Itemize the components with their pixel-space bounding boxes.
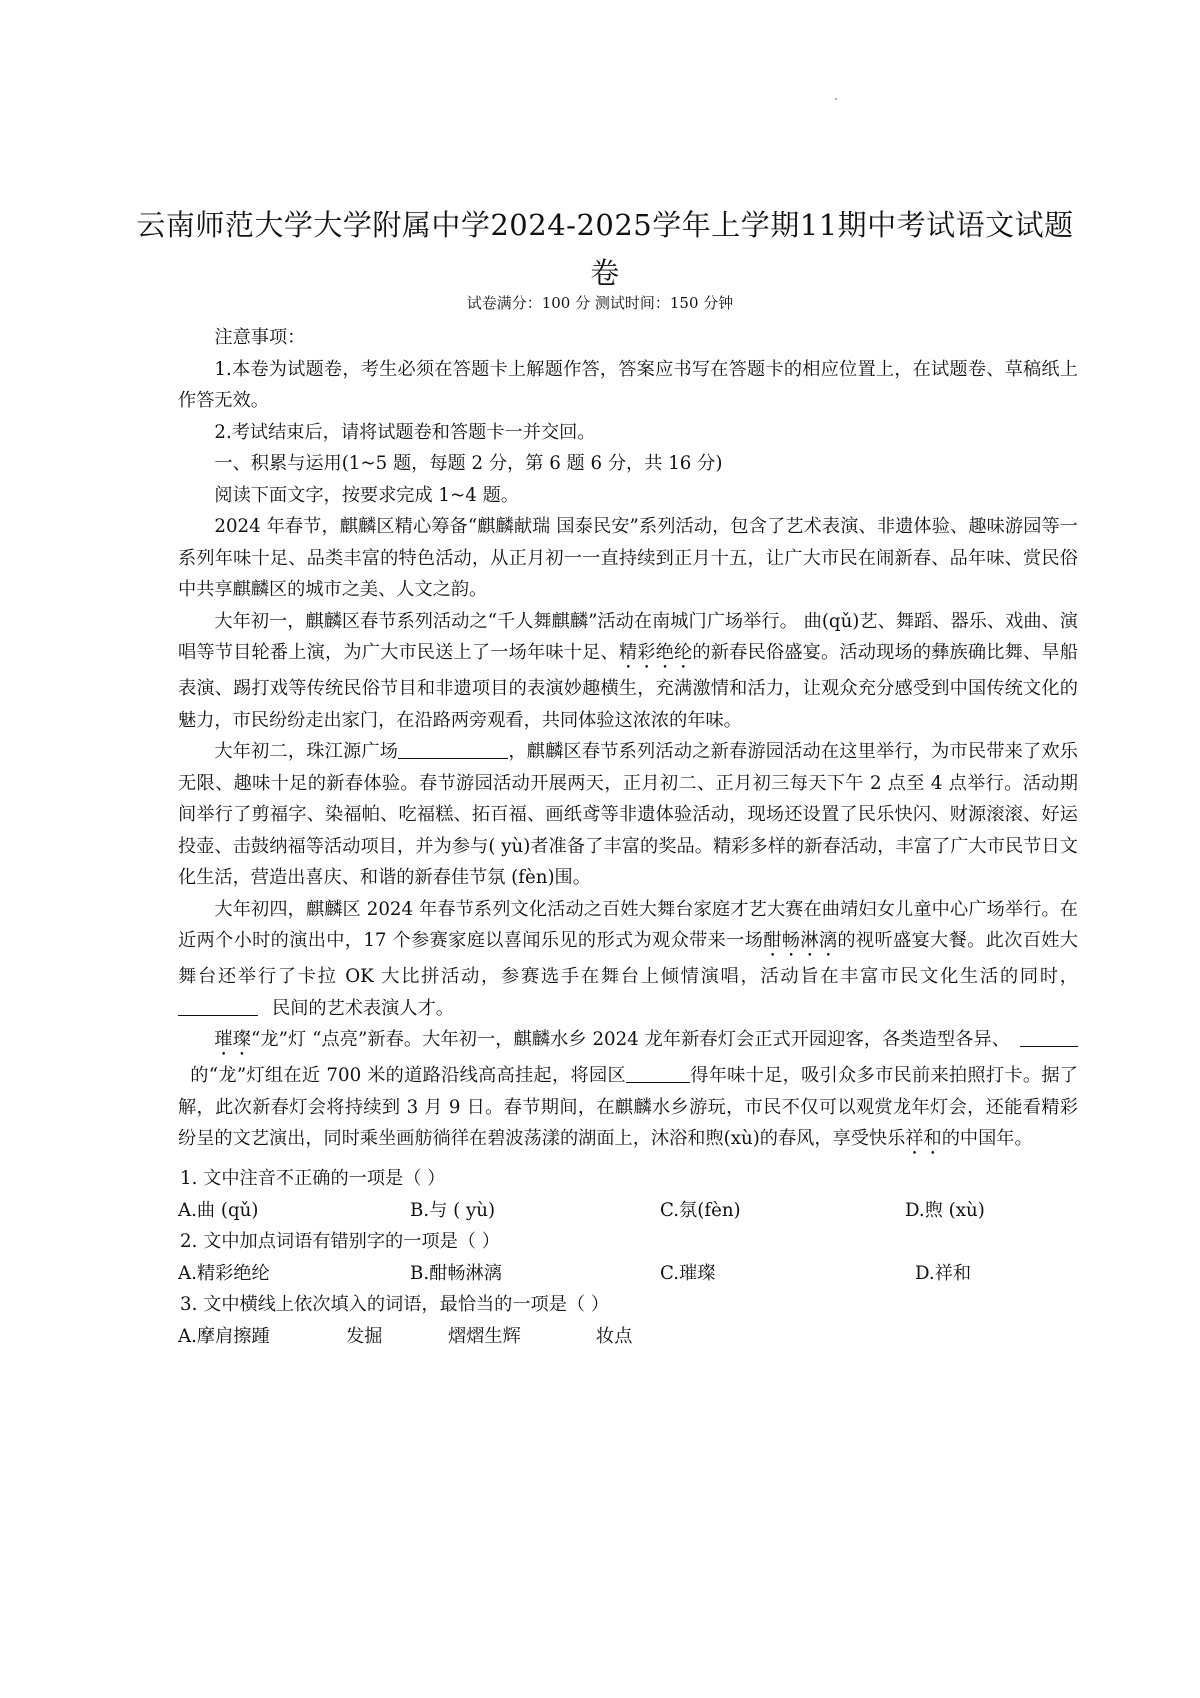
question-1 <box>178 1163 1078 1226</box>
question-3 <box>178 1289 1078 1352</box>
fill-blank <box>1020 1028 1078 1047</box>
passage-paragraph-3 <box>178 736 1078 894</box>
option-c: C.氛(fèn) <box>660 1199 741 1221</box>
dotted-word: 酣畅淋漓 <box>763 930 838 951</box>
scan-speck <box>835 98 837 100</box>
option-b: B.酣畅淋漓 <box>410 1262 502 1284</box>
option-b: B.与 ( yù) <box>410 1199 496 1221</box>
dotted-word: 璀璨 <box>214 1029 251 1050</box>
passage-text: “龙”灯 “点亮”新春。大年初一，麒麟水乡 2024 龙年新春灯会正式开园迎客，各类造型各异、 <box>250 1029 1010 1050</box>
passage-text: 大年初一，麒麟区春节系列活动之“千人舞麒麟”活动在南城门广场举行。 曲(qǔ)艺、舞蹈、器乐、戏曲、演唱等节目轮番上演，为广大市民送上了一场年味十足、 <box>178 610 1078 663</box>
option-d: D.煦 (xù) <box>905 1199 985 1221</box>
passage-text: 的新春民俗盛宴。活动现场的彝族确比舞、旱船表演、踢打戏等传统民俗节目和非遗项目的表演妙趣横生，充满激情和活力，让观众充分感受到中国传统文化的魅力，市民纷纷走出家门，在沿路两旁观看，共同体验这浓浓的年味。 <box>178 642 1078 731</box>
option-a-word-2: 发掘 <box>346 1325 383 1347</box>
notice-item-2: 2.考试结束后，请将试题卷和答题卡一并交回。 <box>214 421 596 443</box>
option-row <box>178 1195 1078 1227</box>
option-a-word-1: A.摩肩擦踵 <box>178 1325 270 1347</box>
option-a-word-3: 熠熠生辉 <box>448 1325 521 1347</box>
passage-paragraph-5 <box>178 1024 1078 1159</box>
passage-text: 的“龙”灯组在近 700 米的道路沿线高高挂起，将园区 <box>190 1065 626 1086</box>
question-2 <box>178 1226 1078 1289</box>
question-stem: 1. 文中注音不正确的一项是（ ） <box>180 1168 446 1189</box>
passage-paragraph-1: 2024 年春节，麒麟区精心筹备“麒麟献瑞 国泰民安”系列活动，包含了艺术表演、非遗体验、趣味游园等一系列年味十足、品类丰富的特色活动，从正月初一一直持续到正月十五，让广大市民在闹新春、品年味、赏民俗中共享麒麟区的城市之美、人文之韵。 <box>178 516 1078 600</box>
notice-item-1: 1.本卷为试题卷，考生必须在答题卡上解题作答，答案应书写在答题卡的相应位置上，在试题卷、草稿纸上作答无效。 <box>178 358 1078 411</box>
question-stem: 3. 文中横线上依次填入的词语，最恰当的一项是（ ） <box>180 1294 610 1315</box>
exam-body <box>178 322 1078 1352</box>
option-row <box>178 1321 1078 1353</box>
fill-blank <box>178 997 258 1016</box>
fill-blank <box>398 740 508 759</box>
option-a: A.曲 (qǔ) <box>178 1199 259 1221</box>
exam-meta: 试卷满分：100 分 测试时间：150 分钟 <box>466 294 734 312</box>
option-row <box>178 1258 1078 1290</box>
option-a: A.精彩绝纶 <box>178 1262 270 1284</box>
passage-paragraph-4 <box>178 894 1078 1025</box>
passage-paragraph-2 <box>178 606 1078 737</box>
passage-text: 民间的艺术表演人才。 <box>272 997 454 1019</box>
page-title: 云南师范大学大学附属中学2024-2025学年上学期11期中考试语文试题卷 <box>136 208 1074 291</box>
dotted-word: 精彩绝纶 <box>618 642 693 663</box>
dotted-word: 祥和 <box>905 1128 942 1149</box>
section-instruction: 阅读下面文字，按要求完成 1~4 题。 <box>214 484 519 506</box>
passage-text: ，麒麟区春节系列活动之新春游园活动在这里举行，为市民带来了欢乐无限、趣味十足的新春体验。春节游园活动开展两天，正月初二、正月初三每天下午 2 点至 4 点举行。活动期间举行了剪福字、染福帕、吃福糕、拓百福、画纸鸢等非遗体验活动，现场还设置了民乐快闪、财源滚滚、好运投壶、击鼓纳福等活动项目，并为参与( yù)者准备了丰富的奖品。精彩多样的新春活动，丰富了广大市民节日文化生活，营造出喜庆、和谐的新春佳节氛 (fèn)围。 <box>178 741 1078 888</box>
passage-text: 的视听盛宴大餐。此次百姓大舞台还举行了卡拉 OK 大比拼活动，参赛选手在舞台上倾情演唱，活动旨在丰富市民文化生活的同时， <box>178 930 1078 987</box>
fill-blank <box>626 1064 690 1083</box>
option-a-word-4: 妆点 <box>596 1325 633 1347</box>
option-d: D.祥和 <box>915 1262 972 1284</box>
notice-heading: 注意事项： <box>214 327 306 348</box>
passage-text: 得年味十足，吸引众多市民前来拍照打卡。据了解，此次新春灯会将持续到 3 月 9 日。春节期间，在麒麟水乡游玩，市民不仅可以观赏龙年灯会，还能看精彩纷呈的文艺演出，同时乘坐画舫徜徉在碧波荡漾的湖面上，沐浴和煦(xù)的春风，享受快乐 <box>178 1065 1078 1149</box>
section-heading: 一、积累与运用(1~5 题，每题 2 分，第 6 题 6 分，共 16 分) <box>214 453 723 474</box>
question-stem: 2. 文中加点词语有错别字的一项是（ ） <box>180 1231 500 1252</box>
passage-text: 大年初四，麒麟区 2024 年春节系列文化活动之百姓大舞台家庭才艺大赛在曲靖妇女儿童中心广场举行。在近两个小时的演出中，17 个参赛家庭以喜闻乐见的形式为观众带来一场 <box>178 898 1078 951</box>
option-c: C.璀璨 <box>660 1262 716 1284</box>
passage-text: 的中国年。 <box>941 1128 1033 1149</box>
passage-text: 大年初二，珠江源广场 <box>214 741 399 762</box>
